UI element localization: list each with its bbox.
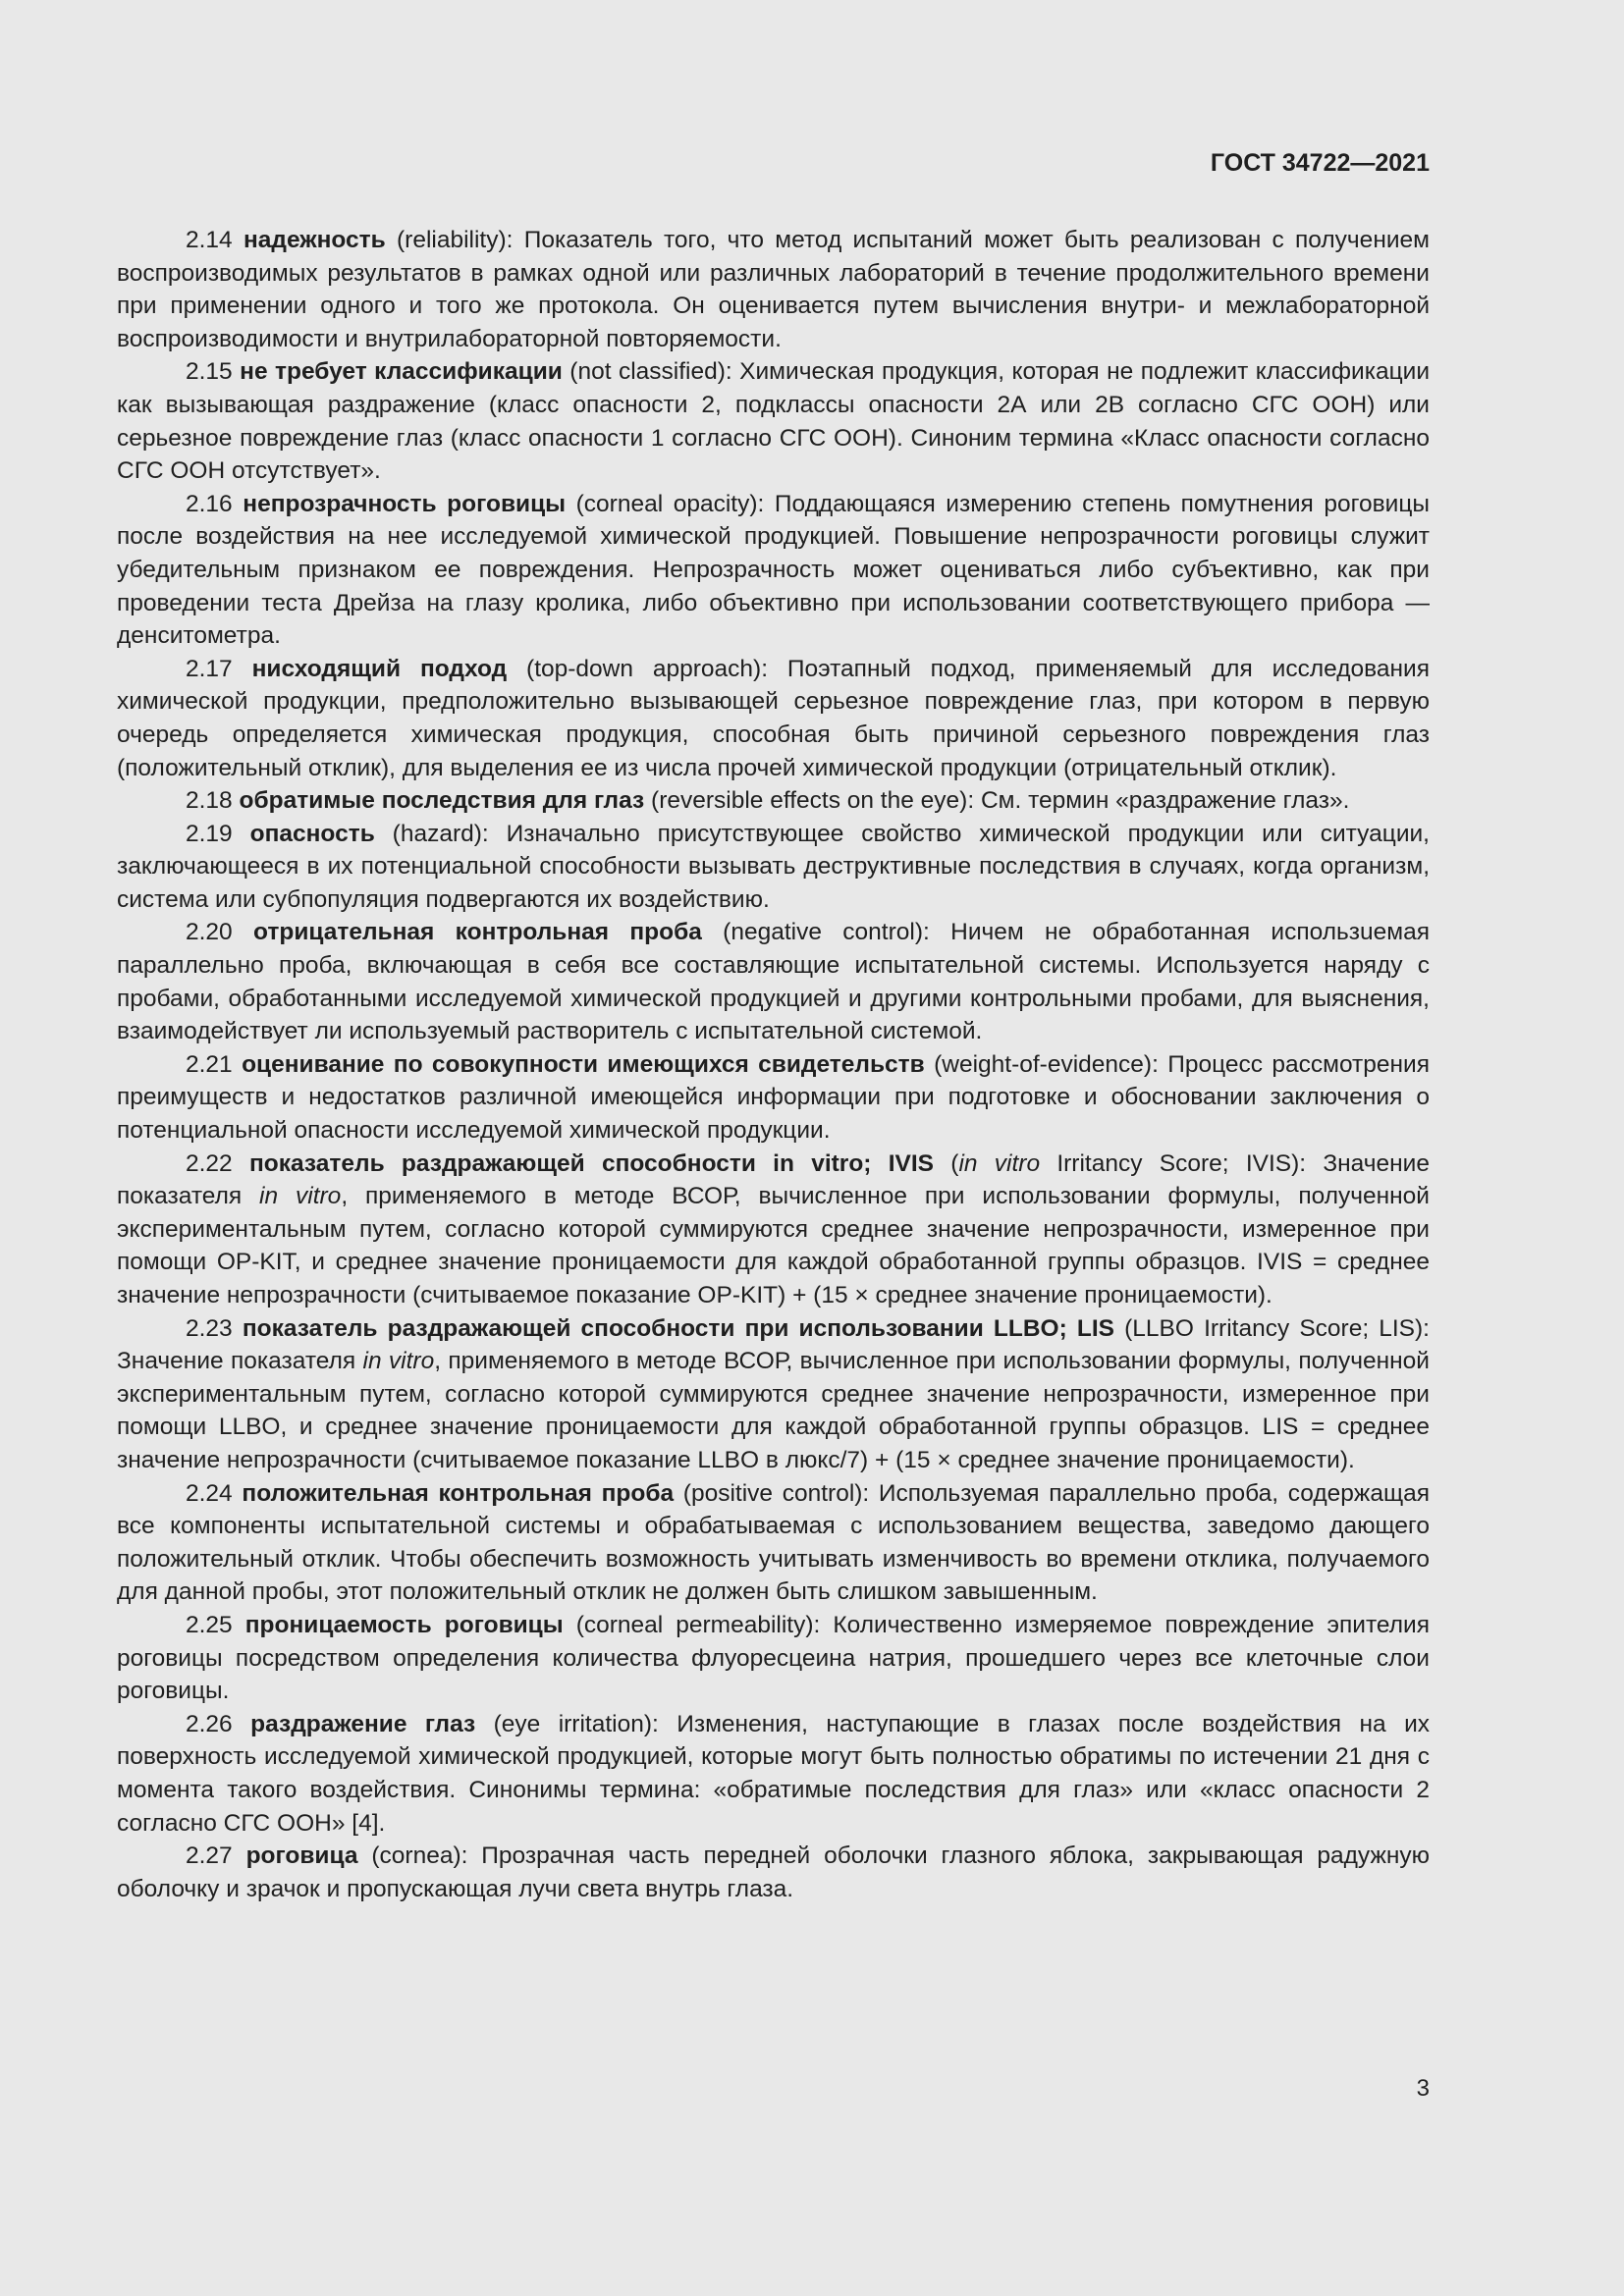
term-definition: (weight-of-evidence): Процесс рассмотрения преимуществ и недостатков различной имеющейся информации при подготовке и обосновании заключения о потенциальной опасности исследуемой химической продукции. [117, 1050, 1430, 1145]
term-name: обратимые последствия для глаз [239, 787, 645, 815]
term-entry-2-20 [117, 916, 1430, 1047]
term-name: непрозрачность роговицы [243, 490, 567, 517]
term-entry-2-24 [117, 1477, 1430, 1609]
term-definition: (top-down approach): Поэтапный подход, применяемый для исследования химической продукции, предположительно вызывающей серьезное повреждение глаз, при котором в первую очередь определяется химическая продукция, способная быть причиной серьезного повреждения глаз (положительный отклик), для выделения ее из числа прочей химической продукции (отрицательный отклик). [117, 655, 1430, 781]
term-name: отрицательная контрольная проба [253, 919, 702, 946]
term-name: показатель раздражающей способности in vitro; IVIS [248, 1149, 935, 1177]
page-number: 3 [1416, 2075, 1430, 2102]
entry-number: 2.20 [186, 919, 233, 946]
term-entry-2-22 [117, 1148, 1430, 1312]
entry-number: 2.16 [186, 490, 233, 517]
term-entry-2-26 [117, 1708, 1430, 1840]
term-entry-2-15 [117, 355, 1430, 487]
entry-number: 2.19 [186, 820, 233, 847]
term-name: раздражение глаз [250, 1710, 476, 1737]
term-definition: (reliability): Показатель того, что метод испытаний может быть реализован с получением воспроизводимых результатов в рамках одной или различных лабораторий в течение продолжительного времени при применении одного и того же протокола. Он оценивается путем вычисления внутри- и межлабораторной воспроизводимости и внутрилабораторной повторяемости. [117, 227, 1430, 352]
entry-number: 2.18 [186, 787, 233, 815]
term-entry-2-23 [117, 1312, 1430, 1477]
term-entry-2-27 [117, 1840, 1430, 1905]
term-entry-2-17 [117, 653, 1430, 784]
document-body [117, 224, 1430, 1905]
entry-number: 2.15 [186, 358, 233, 386]
term-name: проницаемость роговицы [244, 1611, 564, 1638]
term-definition-part: , применяемого в методе ВСОР, вычисленное при использовании формулы, полученной экспериментальным путем, согласно которой суммируются среднее значение непрозрачности, измеренное при помощи LLBO, и среднее значение проницаемости для каждой обработанной группы образцов. LIS = среднее значение непрозрачности (считываемое показание LLBO в люкс/7) + (15 × среднее значение проницаемости). [117, 1348, 1430, 1473]
entry-number: 2.17 [186, 655, 233, 682]
document-header [117, 147, 1430, 179]
term-definition: (not classified): Химическая продукция, которая не подлежит классификации как вызывающая раздражение (класс опасности 2, подклассы опасности 2А или 2В согласно СГС ООН) или серьезное повреждение глаз (класс опасности 1 согласно СГС ООН). Синоним термина «Класс опасности согласно СГС ООН отсутствует». [117, 358, 1430, 485]
term-definition: (hazard): Изначально присутствующее свойство химической продукции или ситуации, заключающееся в их потенциальной способности вызывать деструктивные последствия в случаях, когда организм, система или субпопуляция подвергаются их воздействию. [117, 820, 1430, 913]
term-definition: (reversible effects on the eye): См. термин «раздражение глаз». [644, 787, 1350, 815]
term-definition: (corneal opacity): Поддающаяся измерению степень помутнения роговицы после воздействия на нее исследуемой химической продукцией. Повышение непрозрачности роговицы служит убедительным признаком ее повреждения. Непрозрачность может оцениваться либо субъективно, как при проведении теста Дрейза на глазу кролика, либо объективно при использовании соответствующего прибора — денситометра. [117, 490, 1430, 650]
term-definition-part: Irritancy Score; IVIS): Значение показателя [117, 1149, 1430, 1210]
entry-number: 2.23 [186, 1314, 233, 1342]
term-name: надежность [243, 227, 386, 253]
entry-number: 2.24 [186, 1479, 233, 1507]
entry-number: 2.14 [186, 227, 233, 253]
term-definition-part: (LLBO Irritancy Score; LIS): Значение показателя [117, 1314, 1430, 1375]
entry-number: 2.27 [186, 1842, 233, 1870]
latin-term: in vitro [958, 1149, 1041, 1177]
standard-code: ГОСТ 34722—2021 [1210, 149, 1430, 177]
term-definition: (corneal permeability): Количественно измеряемое повреждение эпителия роговицы посредством определения количества флуоресцеина натрия, прошедшего через все клеточные слои роговицы. [117, 1611, 1430, 1705]
term-name: опасность [249, 820, 375, 847]
term-entry-2-14 [117, 224, 1430, 355]
term-entry-2-25 [117, 1609, 1430, 1708]
term-entry-2-16 [117, 488, 1430, 653]
entry-number: 2.25 [186, 1611, 233, 1638]
term-definition: (cornea): Прозрачная часть передней оболочки глазного яблока, закрывающая радужную оболочку и зрачок и пропускающая лучи света внутрь глаза. [117, 1842, 1430, 1902]
term-name: оценивание по совокупности имеющихся свидетельств [242, 1050, 925, 1078]
entry-number: 2.21 [186, 1050, 233, 1078]
term-entry-2-18 [117, 784, 1430, 818]
term-definition: (negative control): Ничем не обработанная использueмая параллельно проба, включающая в себя все составляющие испытательной системы. Используется наряду с пробами, обработанными исследуемой химической продукцией и другими контрольными пробами, для выяснения, взаимодействует ли используемый растворитель с испытательной системой. [117, 919, 1430, 1045]
latin-term: in vitro [259, 1183, 342, 1210]
term-name: нисходящий подход [251, 655, 508, 682]
term-definition-part: , применяемого в методе ВСОР, вычисленное при использовании формулы, полученной экспериментальным путем, согласно которой суммируются среднее значение непрозрачности, измеренное при помощи OP-KIT, и среднее значение проницаемости для каждой обработанной группы образцов. IVIS = среднее значение непрозрачности (считываемое показание OP-KIT) + (15 × среднее значение проницаемости). [117, 1183, 1431, 1308]
latin-term: in vitro [362, 1348, 435, 1375]
term-name: не требует классификации [240, 358, 563, 386]
term-name: положительная контрольная проба [242, 1479, 675, 1507]
term-entry-2-19 [117, 818, 1430, 917]
term-definition-part: ( [934, 1149, 959, 1177]
term-name: показатель раздражающей способности при использовании LLBO; LIS [242, 1314, 1115, 1342]
term-definition: (eye irritation): Изменения, наступающие в глазах после воздействия на их поверхность исследуемой химической продукцией, которые могут быть полностью обратимы по истечении 21 дня с момента такого воздействия. Синонимы термина: «обратимые последствия для глаз» или «класс опасности 2 согласно СГС ООН» [4]. [117, 1710, 1431, 1837]
entry-number: 2.26 [186, 1710, 233, 1737]
entry-number: 2.22 [186, 1149, 233, 1177]
term-entry-2-21 [117, 1048, 1430, 1148]
term-definition: (positive control): Используемая параллельно проба, содержащая все компоненты испытательной системы и обрабатываемая с использованием вещества, заведомо дающего положительный отклик. Чтобы обеспечить возможность учитывать изменчивость во времени отклика, получаемого для данной пробы, этот положительный отклик не должен быть слишком завышенным. [117, 1479, 1430, 1606]
term-name: роговица [245, 1842, 358, 1870]
